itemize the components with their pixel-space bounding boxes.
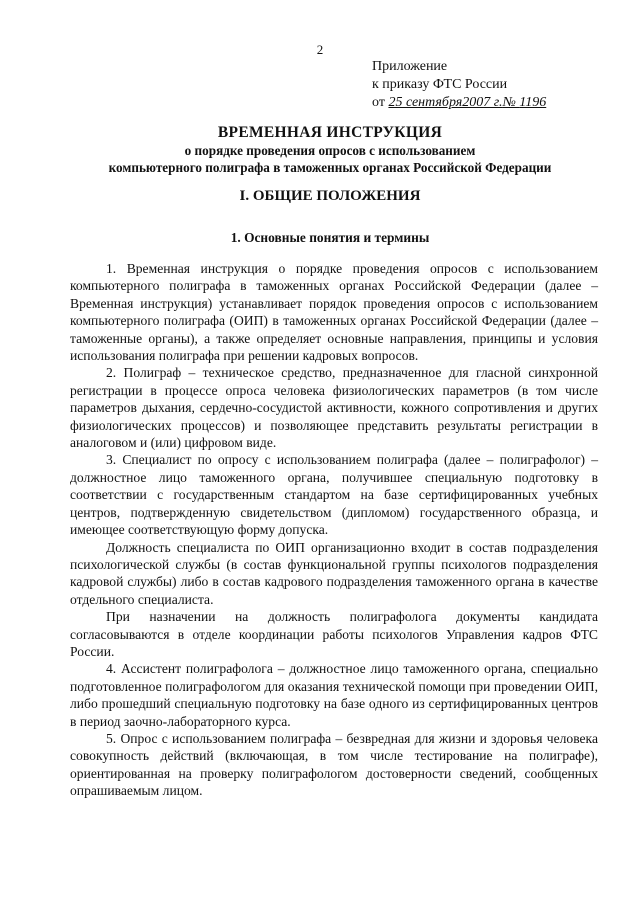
order-number: 1196 [519, 95, 547, 110]
body-text [70, 260, 598, 800]
paragraph-3: 3. Специалист по опросу с использованием полиграфа (далее – полиграфолог) – должностное лицо таможенного органа, получившее специальную подготовку в соответствии с государственным стандартом на базе сертифицированных учебных центров, подтвержденную свидетельством (дипломом) государственного образца, и имеющее соответствующую форму допуска. [70, 452, 598, 538]
page-number: 2 [316, 42, 324, 57]
appendix-order-ref: к приказу ФТС России [372, 77, 508, 92]
order-date: 25 сентября2007 г. [388, 95, 503, 110]
appendix-label: Приложение [372, 59, 448, 74]
paragraph-2: 2. Полиграф – техническое средство, предназначенное для гласной синхронной регистрации в процессе опроса человека физиологических параметров (в том числе параметров дыхания, сердечно-сосудистой активности, кожного сопротивления и других физиологических процессов) и позволяющее представить результаты регистрации в аналоговом и (или) цифровом виде. [70, 365, 598, 451]
paragraph-4: 4. Ассистент полиграфолога – должностное лицо таможенного органа, специально подготовленное полиграфологом для оказания технической помощи при проведении ОИП, либо прошедший специальную подготовку на базе одного из сертифицированных центров в период заочно-лабораторного курса. [70, 661, 598, 729]
appendix-block [372, 58, 546, 112]
paragraph-3-appointment: При назначении на должность полиграфолога документы кандидата согласовываются в отделе координации работы психологов Управления кадров ФТС России. [70, 609, 598, 659]
paragraph-5: 5. Опрос с использованием полиграфа – безвредная для жизни и здоровья человека совокупность действий (включающая, в том числе тестирование на полиграфе), ориентированная на проверку полиграфологом достоверности сведений, сообщенных опрашиваемым лицом. [70, 730, 598, 799]
document-title-block [60, 124, 600, 176]
paragraph-3-continued: Должность специалиста по ОИП организационно входит в состав подразделения психологической службы (в состав функциональной группы психологов подразделения кадровой службы) либо в состав кадрового подразделения таможенного органа в качестве отдельного специалиста. [70, 539, 598, 607]
document-subtitle-line-2: компьютерного полиграфа в таможенных органах Российской Федерации [108, 160, 552, 175]
section-heading: I. ОБЩИЕ ПОЛОЖЕНИЯ [239, 188, 421, 204]
paragraph-1: 1. Временная инструкция о порядке проведения опросов с использованием компьютерного полиграфа в таможенных органах Российской Федерации (далее – Временная инструкция) устанавливает порядок проведения опросов с использованием компьютерного полиграфа (ОИП) в таможенных органах Российской Федерации (далее – таможенные органы), а также определяет основные направления, принципы и условия использования полиграфа при решении кадровых вопросов. [70, 261, 598, 364]
order-number-label: № [502, 95, 520, 110]
subsection-heading: 1. Основные понятия и термины [230, 230, 430, 245]
document-subtitle-line-1: о порядке проведения опросов с использованием [184, 143, 476, 158]
order-date-prefix: от [372, 95, 389, 110]
document-title: ВРЕМЕННАЯ ИНСТРУКЦИЯ [217, 124, 443, 141]
appendix-order-date-number [372, 94, 546, 112]
